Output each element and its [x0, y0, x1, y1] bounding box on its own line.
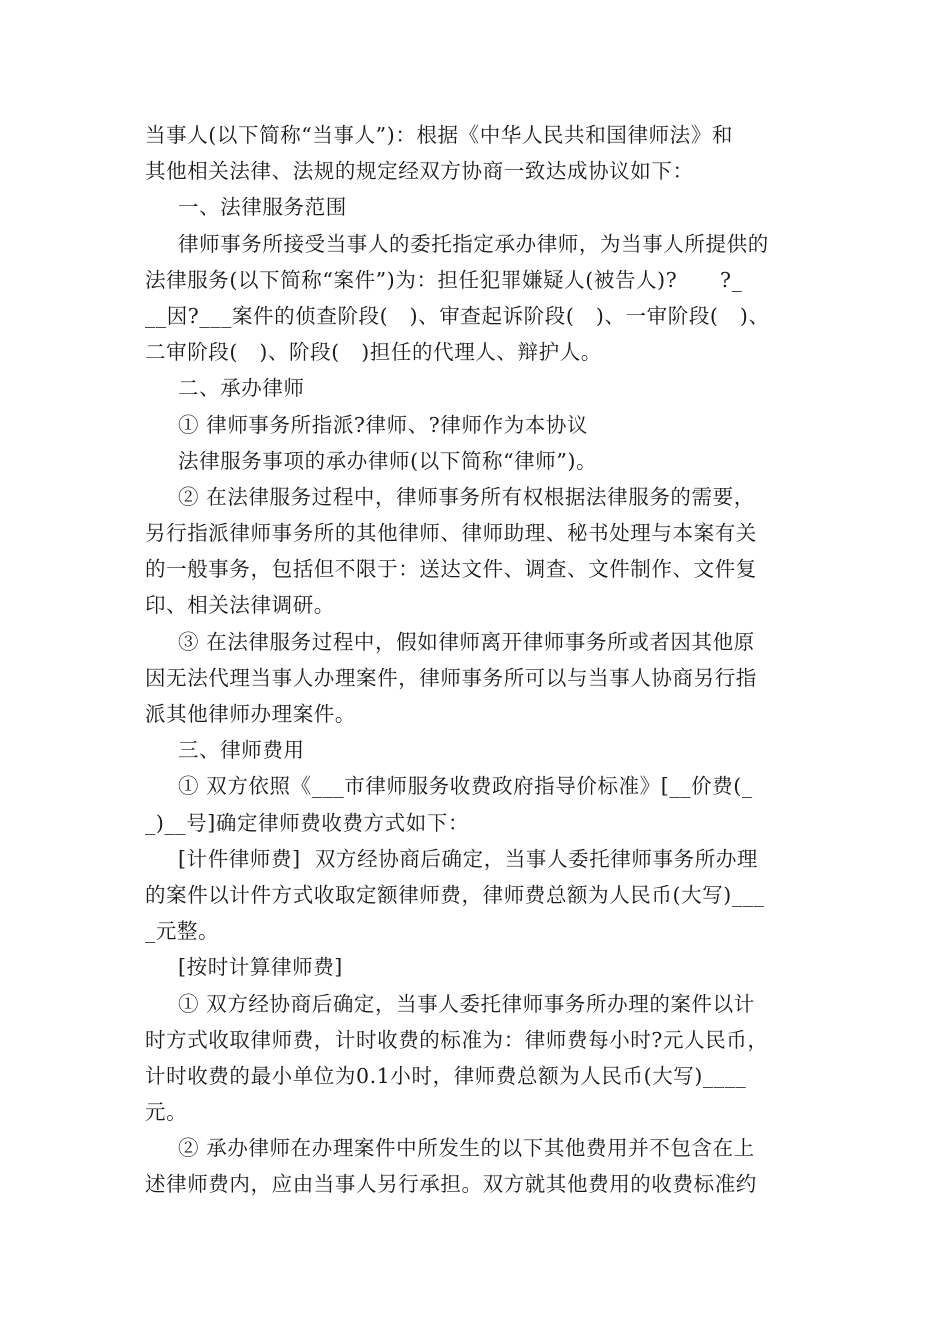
text-line: ① 律师事务所指派?律师、?律师作为本协议	[178, 412, 589, 437]
text-line: 法律服务(以下简称“案件”)为：担任犯罪嫌疑人(被告人)? ?_	[145, 267, 743, 292]
text-line: 一、法律服务范围	[178, 195, 347, 220]
text-line: _元整。	[145, 919, 220, 944]
document-body	[0, 117, 950, 1203]
text-line: 计时收费的最小单位为0.1小时，律师费总额为人民币(大写)____	[145, 1063, 747, 1088]
text-line: 的案件以计件方式收取定额律师费，律师费总额为人民币(大写)___	[145, 882, 765, 907]
text-line: ① 双方依照《___市律师服务收费政府指导价标准》[__价费(_	[178, 774, 753, 799]
text-line: 元。	[145, 1100, 188, 1125]
text-line: 述律师费内，应由当事人另行承担。双方就其他费用的收费标准约	[145, 1172, 757, 1197]
text-line: ② 在法律服务过程中，律师事务所有权根据法律服务的需要，	[178, 484, 755, 509]
text-line: 二审阶段( )、阶段( )担任的代理人、辩护人。	[145, 340, 602, 365]
text-line: 印、相关法律调研。	[145, 593, 335, 618]
text-line: 的一般事务，包括但不限于：送达文件、调查、文件制作、文件复	[145, 557, 757, 582]
text-line: ② 承办律师在办理案件中所发生的以下其他费用并不包含在上	[178, 1136, 755, 1161]
text-line: ③ 在法律服务过程中，假如律师离开律师事务所或者因其他原	[178, 629, 755, 654]
text-line: 其他相关法律、法规的规定经双方协商一致达成协议如下：	[145, 159, 694, 184]
text-line: [按时计算律师费]	[178, 955, 343, 980]
text-line: 当事人(以下简称“当事人”)：根据《中华人民共和国律师法》和	[145, 123, 733, 147]
text-line: 律师事务所接受当事人的委托指定承办律师，为当事人所提供的	[178, 231, 769, 256]
text-line: 另行指派律师事务所的其他律师、律师助理、秘书处理与本案有关	[145, 521, 757, 546]
text-line: 三、律师费用	[178, 738, 305, 763]
text-line: 派其他律师办理案件。	[145, 702, 356, 726]
text-line: 二、承办律师	[178, 376, 305, 401]
text-line: [计件律师费] 双方经协商后确定，当事人委托律师事务所办理	[178, 846, 759, 871]
text-line: 时方式收取律师费，计时收费的标准为：律师费每小时?元人民币，	[145, 1027, 769, 1052]
text-line: 因无法代理当事人办理案件，律师事务所可以与当事人协商另行指	[145, 665, 757, 690]
text-line: __因?___案件的侦查阶段( )、审查起诉阶段( )、一审阶段( )、	[145, 303, 770, 328]
text-line: 法律服务事项的承办律师(以下简称“律师”)。	[178, 448, 598, 473]
text-line: _)__号]确定律师费收费方式如下：	[145, 810, 470, 835]
text-line: ① 双方经协商后确定，当事人委托律师事务所办理的案件以计	[178, 991, 755, 1016]
